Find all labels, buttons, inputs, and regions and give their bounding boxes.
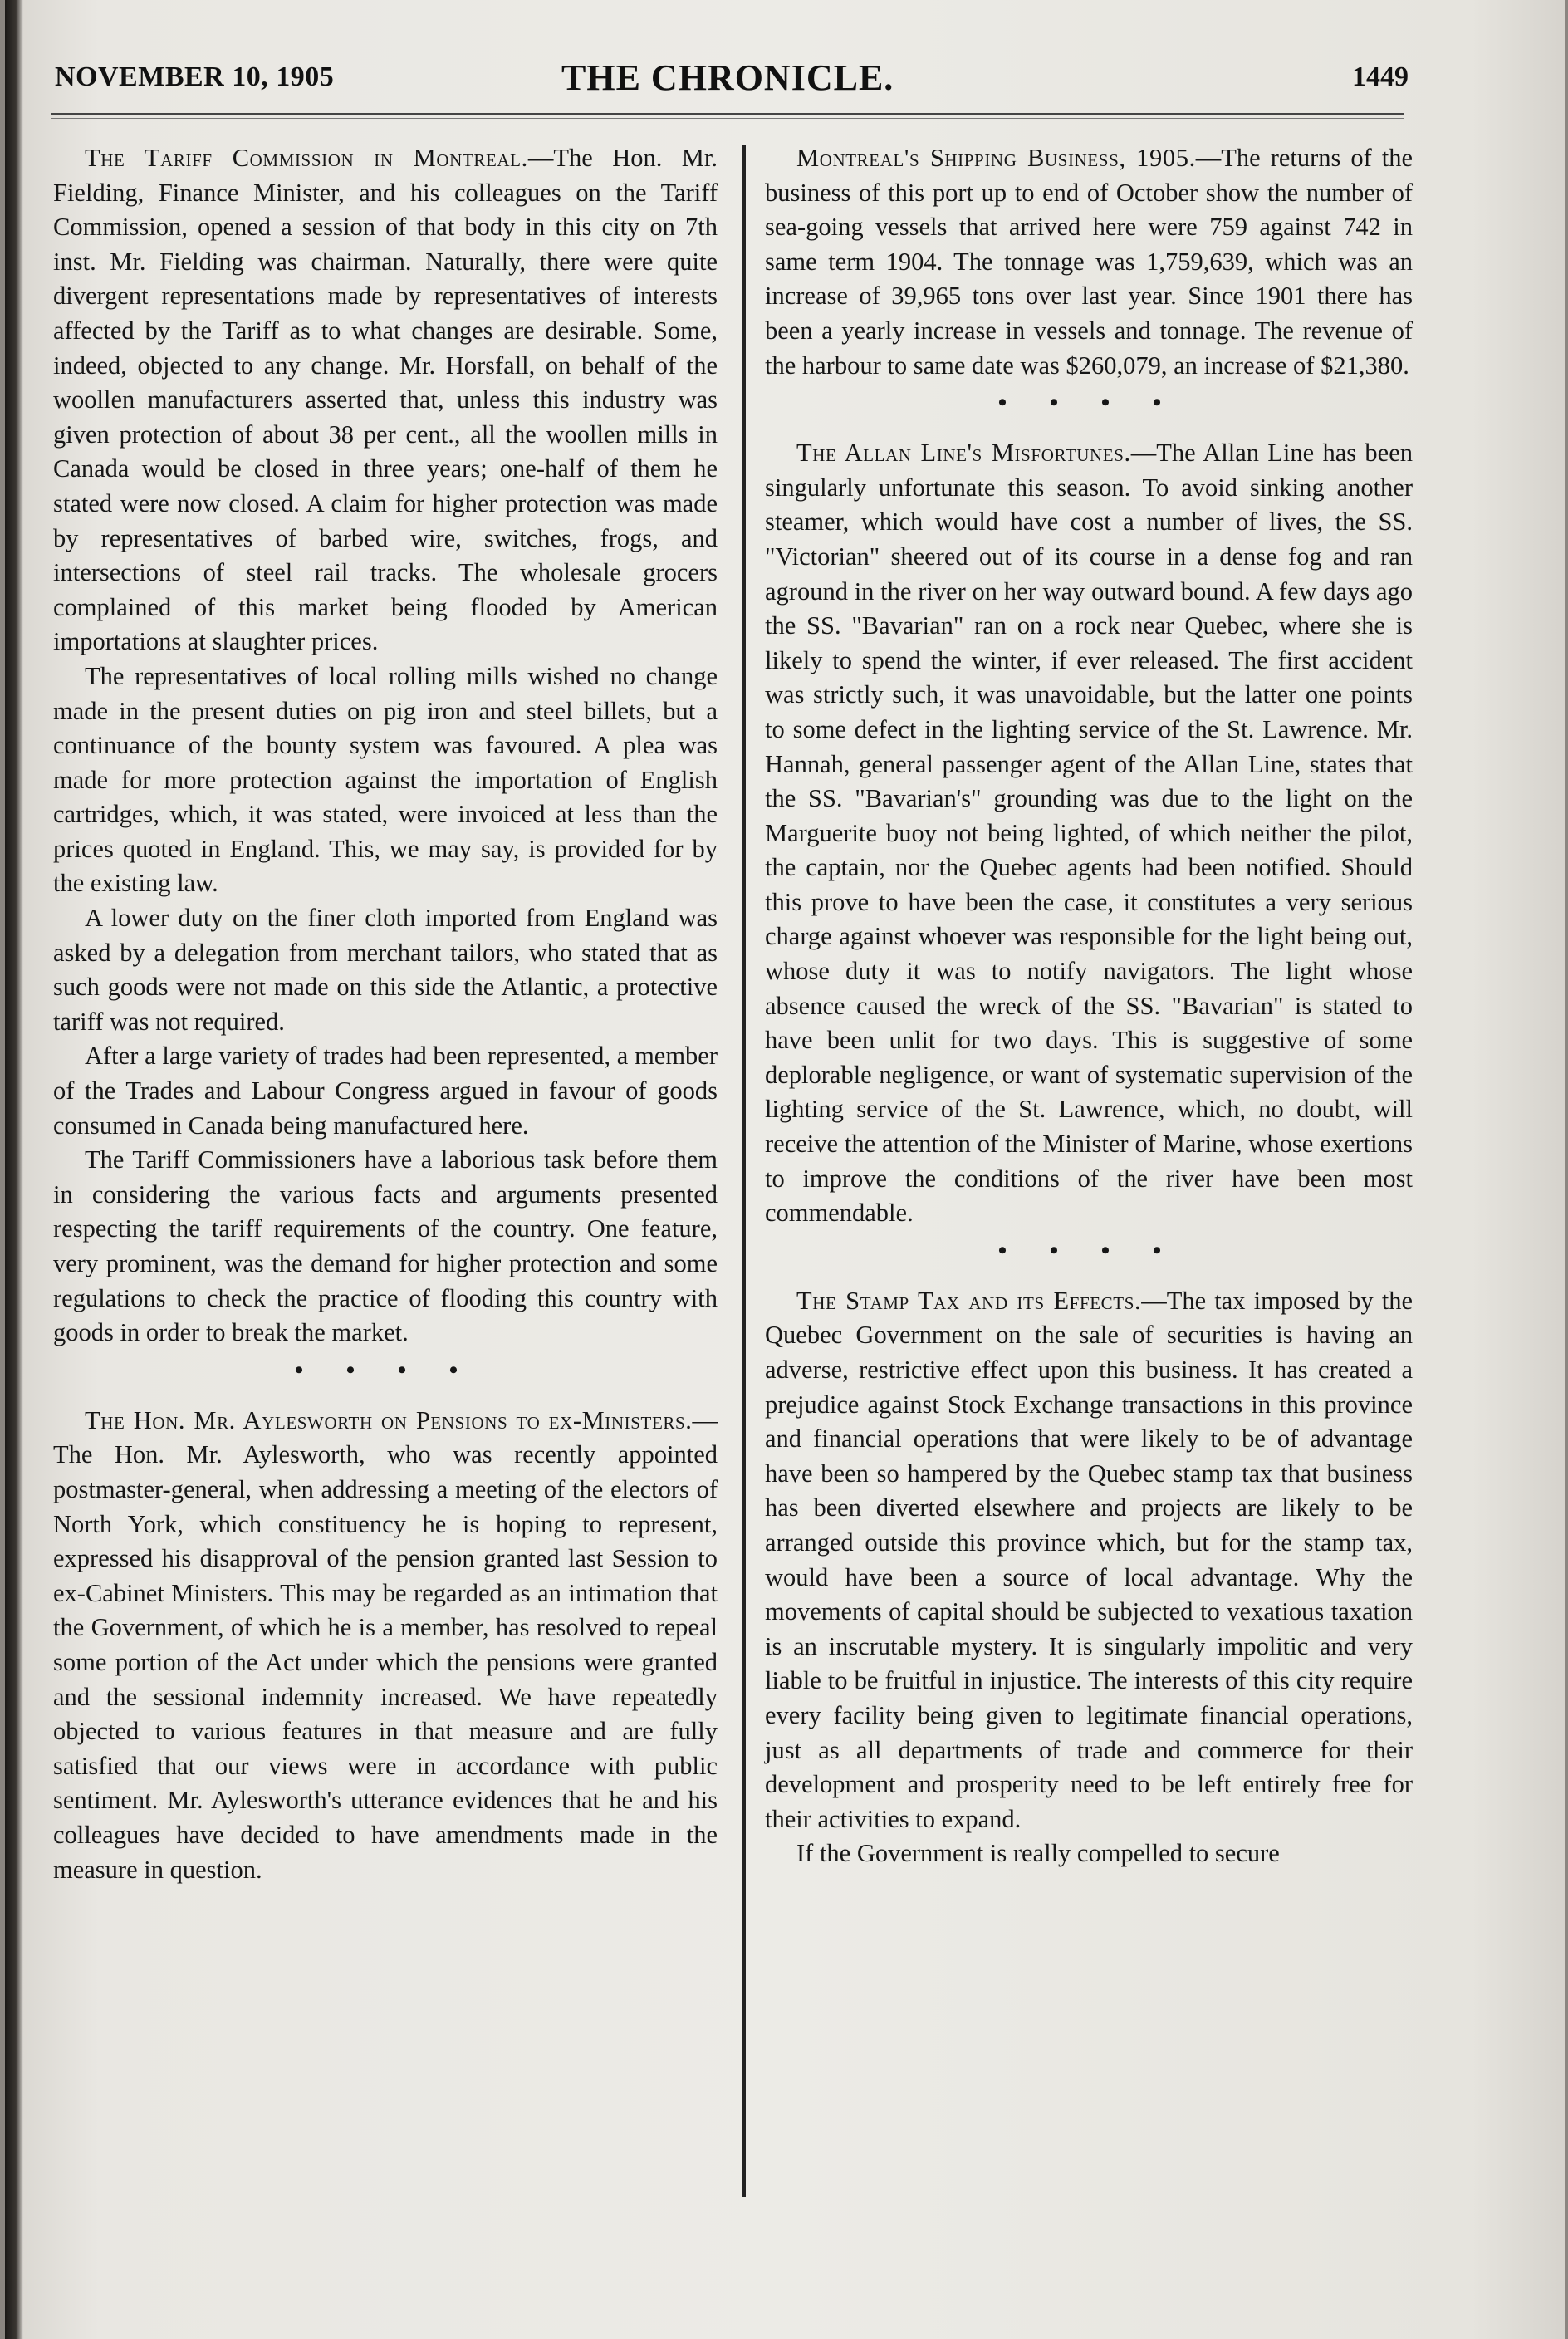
article-paragraph [765, 141, 1413, 383]
article-paragraph [765, 436, 1413, 1231]
article-paragraph [765, 1284, 1413, 1837]
header-page-number: 1449 [1352, 61, 1409, 92]
article-heading: The Stamp Tax and its Effects. [796, 1286, 1142, 1315]
article-allan-line [765, 436, 1413, 1231]
article-stamp-tax [765, 1284, 1413, 1871]
right-column [765, 141, 1413, 1871]
column-divider [742, 145, 746, 2197]
header-rule-secondary [51, 118, 1404, 119]
section-separator: • • • • [294, 1356, 477, 1384]
article-paragraph: A lower duty on the finer cloth imported from England was asked by a delegation from merchant tailors, who stated that as such goods were not made on this side the Atlantic, a protective tariff was not required. [53, 904, 718, 1036]
article-aylesworth-pensions [53, 1404, 718, 1887]
article-text: —The Hon. Mr. Fielding, Finance Minister, and his colleagues on the Tariff Commission, opened a session of that body in this city on 7th inst. Mr. Fielding was chairman. Naturally, there were quite divergent representations made by representatives of interests affected by the Tariff as to what changes are desirable. Some, indeed, objected to any change. Mr. Horsfall, on behalf of the woollen manufacturers asserted that, unless this industry was given protection of about 38 per cent., all the woollen mills in Canada would be closed in three years; one-half of them he stated were now closed. A claim for higher protection was made by representatives of barbed wire, switches, frogs, and intersections of steel rail tracks. The wholesale grocers complained of this market being flooded by American importations at slaughter prices. [53, 144, 718, 656]
article-paragraph: If the Government is really compelled to secure [796, 1839, 1280, 1868]
page-header [47, 48, 1409, 115]
page-spine-shadow [5, 0, 23, 2339]
section-separator: • • • • [997, 1236, 1180, 1264]
left-column [53, 141, 718, 1887]
article-tariff-commission [53, 141, 718, 1351]
header-date: NOVEMBER 10, 1905 [55, 61, 335, 92]
article-paragraph [53, 1404, 718, 1887]
article-paragraph: The representatives of local rolling mills wished no change made in the present duties on pig iron and steel billets, but a continuance of the bounty system was favoured. A plea was made for more protection against the importation of English cartridges, which, it was stated, were invoiced at less than the prices quoted in England. This, we may say, is provided for by the existing law. [53, 661, 718, 898]
article-heading: The Tariff Commission in Montreal. [85, 144, 528, 172]
article-text: —The Allan Line has been singularly unfortunate this season. To avoid sinking another steamer, which would have cost a number of lives, the SS. "Victorian" sheered out of its course in a dense fog and ran aground in the river on her way outward bound. A few days ago the SS. "Bavarian" ran on a rock near Quebec, where she is likely to spend the winter, if ever released. The first accident was strictly such, it was unavoidable, but the latter one points to some defect in the lighting service of the St. Lawrence. Mr. Hannah, general passenger agent of the Allan Line, states that the SS. "Bavarian's" grounding was due to the light on the Marguerite buoy not being lighted, of which neither the pilot, the captain, nor the Quebec agents had been notified. Should this prove to have been the case, it constitutes a very serious charge against whoever was responsible for the light being out, whose duty it was to notify navigators. The light whose absence caused the wreck of the SS. "Bavarian" is stated to have been unlit for two days. This is suggestive of some deplorable negligence, or want of systematic supervision of the lighting service of the St. Lawrence, which, no doubt, will receive the attention of the Minister of Marine, whose exertions to improve the conditions of the river have been most commendable. [765, 439, 1413, 1228]
article-heading: The Hon. Mr. Aylesworth on Pensions to ex-Ministers. [85, 1405, 693, 1434]
header-rule [51, 113, 1404, 115]
article-paragraph: After a large variety of trades had been represented, a member of the Trades and Labour Congress argued in favour of goods consumed in Canada being manufactured here. [53, 1042, 718, 1140]
article-paragraph: The Tariff Commissioners have a laborious task before them in considering the various facts and arguments presented respecting the tariff requirements of the country. One feature, very prominent, was the demand for higher protection and some regulations to check the practice of flooding this country with goods in order to break the market. [53, 1145, 718, 1347]
header-title: THE CHRONICLE. [561, 57, 894, 98]
article-text: —The tax imposed by the Quebec Government on the sale of securities is having an adverse, restrictive effect upon this business. It has created a prejudice against Stock Exchange transactions in this province and financial operations that were likely to be of advantage have been so hampered by the Quebec stamp tax that business has been diverted elsewhere and projects are likely to be arranged outside this province which, but for the stamp tax, would have been a source of local advantage. Why the movements of capital should be subjected to vexatious taxation is an inscrutable mystery. It is singularly impolitic and very liable to be fruitful in injustice. The interests of this city require every facility being given to legitimate financial operations, just as all departments of trade and commerce for their development and prosperity need to be left entirely free for their activities to expand. [765, 1286, 1413, 1833]
article-heading: The Allan Line's Misfortunes. [796, 439, 1131, 468]
article-paragraph [53, 141, 718, 660]
article-heading: Montreal's Shipping Business, 1905. [796, 144, 1196, 172]
article-montreal-shipping [765, 141, 1413, 383]
article-text: —The Hon. Mr. Aylesworth, who was recently appointed postmaster-general, when addressing a meeting of the electors of North York, which constituency he is hoping to represent, expressed his disapproval of the pension granted last Session to ex-Cabinet Ministers. This may be regarded as an intimation that the Government, of which he is a member, has resolved to repeal some portion of the Act under which the pensions were granted and the sessional indemnity increased. We have repeatedly objected to various features in that measure and are fully satisfied that our views were in accordance with public sentiment. Mr. Aylesworth's utterance evidences that he and his colleagues have decided to have amendments made in the measure in question. [53, 1405, 718, 1884]
section-separator: • • • • [997, 389, 1180, 417]
newspaper-page [5, 0, 1565, 2339]
article-text: —The returns of the business of this port up to end of October show the number of sea-going vessels that arrived here were 759 against 742 in same term 1904. The tonnage was 1,759,639, which was an increase of 39,965 tons over last year. Since 1901 there has been a yearly increase in vessels and tonnage. The revenue of the harbour to same date was $260,079, an increase of $21,380. [765, 144, 1413, 380]
